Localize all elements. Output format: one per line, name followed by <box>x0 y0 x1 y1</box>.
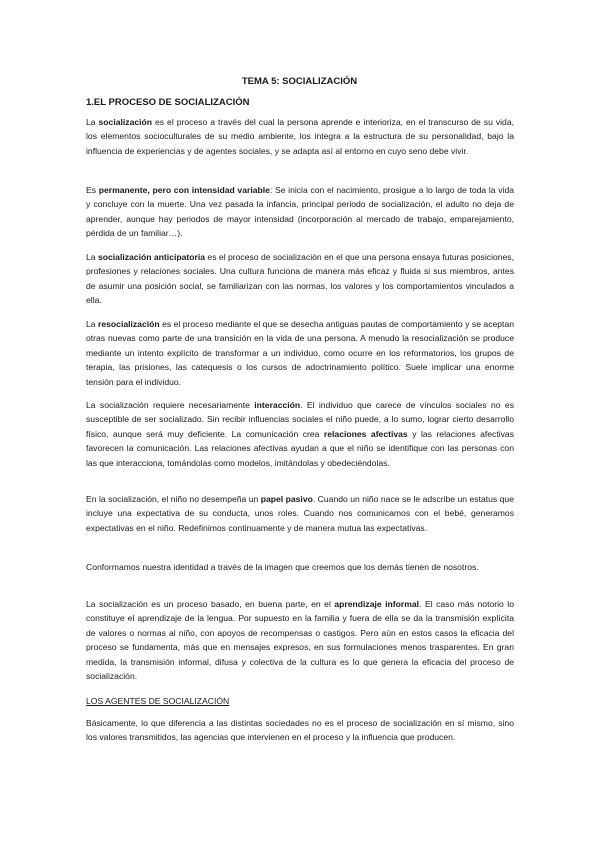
paragraph <box>86 183 514 241</box>
page-title: TEMA 5: SOCIALIZACIÓN <box>241 76 358 87</box>
text-run: La <box>86 252 98 262</box>
text-run: Conformamos nuestra identidad a través de la imagen que creemos que los demás tienen de nosotros. <box>86 562 479 572</box>
text-run: Es <box>86 185 99 195</box>
bold-term: interacción <box>254 400 301 410</box>
text-run: : Se inicia con el nacimiento, prosigue a lo largo de toda la vida y concluye con la muerte. Una vez pasada la infancia, principal periodo de socialización, el adulto no deja de aprender, aunque hay periodos de mayor intensidad (incorporación al mercado de trabajo, emparejamiento, pérdida de un familiar…). <box>86 185 515 239</box>
paragraph <box>86 317 514 389</box>
bold-term: socialización anticipatoria <box>97 252 205 262</box>
paragraph <box>86 597 514 683</box>
text-run: La <box>86 117 99 127</box>
agents-subheading: LOS AGENTES DE SOCIALIZACIÓN <box>86 696 230 706</box>
paragraph <box>86 560 514 574</box>
paragraph <box>86 115 514 158</box>
bold-term: resocialización <box>98 319 160 329</box>
bold-term: papel pasivo <box>260 494 313 504</box>
bold-term: aprendizaje informal <box>334 599 420 609</box>
paragraph <box>86 250 514 308</box>
paragraph <box>86 398 514 470</box>
text-run: . El caso más notorio lo constituye el aprendizaje de la lengua. Por supuesto en la familia y fuera de ella se da la transmisión explícita de valores o normas al niño, con apoyos de recompensas o castigos. Pero aún en estos casos la eficacia del proceso se fundamenta, más que en mensajes expresos, en sus formulaciones menos trasparentes. En gran medida, la transmisión informal, difusa y colectiva de la cultura es lo que genera la eficacia del proceso de socialización. <box>86 599 514 682</box>
bold-term: permanente, pero con intensidad variable <box>98 185 270 195</box>
text-run: . Cuando un niño nace se le adscribe un estatus que incluye una expectativa de su conducta, unos roles. Cuando nos comunicamos con el bebé, generamos expectativas en el niño. Redefinimos continuamente y de manera mutua las expectativas. <box>86 494 514 533</box>
text-run: La socialización es un proceso basado, en buena parte, en el <box>86 599 335 609</box>
text-run: La <box>86 319 99 329</box>
bold-term: relaciones afectivas <box>323 428 408 439</box>
final-paragraph: Básicamente, lo que diferencia a las distintas sociedades no es el proceso de socialización en sí mismo, sino los valores transmitidos, las agencias que intervienen en el proceso y la influencia que producen. <box>86 718 514 743</box>
bold-term: socialización <box>98 117 153 127</box>
text-run: y las relaciones afectivas favorecen la comunicación. Las relaciones afectivas ayudan a que el niño se identifique con las personas con las que interacciona, tomándolas como modelos, imitándolas y obedeciéndolas. <box>86 428 515 468</box>
text-run: es el proceso mediante el que se desecha antiguas pautas de comportamiento y se aceptan otras nuevas como parte de una transición en la vida de una persona. A menudo la resocialización se produce mediante un intento explícito de transformar a un individuo, como ocurre en los reformatorios, los grupos de terapia, las prisiones, las catequesis o los cursos de adoctrinamiento político. Suele implicar una enorme tensión para el individuo. <box>86 319 514 387</box>
text-run: En la socialización, el niño no desempeña un <box>86 494 261 504</box>
text-run: . El individuo que carece de vínculos sociales no es susceptible de ser socializado. Sin recibir influencias sociales el niño puede, a lo sumo, lograr cierto desarrollo físico, aunque será muy deficiente. La comunicación crea <box>86 400 514 439</box>
paragraph <box>86 492 514 535</box>
section-heading: 1.EL PROCESO DE SOCIALIZACIÓN <box>86 97 250 108</box>
text-run: La socialización requiere necesariamente <box>86 400 255 410</box>
text-run: es el proceso a través del cual la persona aprende e interioriza, en el transcurso de su vida, los elementos socioculturales de su medio ambiente, los integra a la estructura de su personalidad, bajo la influencia de experiencias y de agentes sociales, y se adapta así al entorno en cuyo seno debe vivir. <box>86 117 514 156</box>
text-run: es el proceso de socialización en el que una persona ensaya futuras posiciones, profesiones y relaciones sociales. Una cultura funciona de manera más eficaz y fluida si sus miembros, antes de asumir una posición social, se familiarizan con las normas, los valores y los comportamientos vinculados a ella. <box>86 252 514 306</box>
